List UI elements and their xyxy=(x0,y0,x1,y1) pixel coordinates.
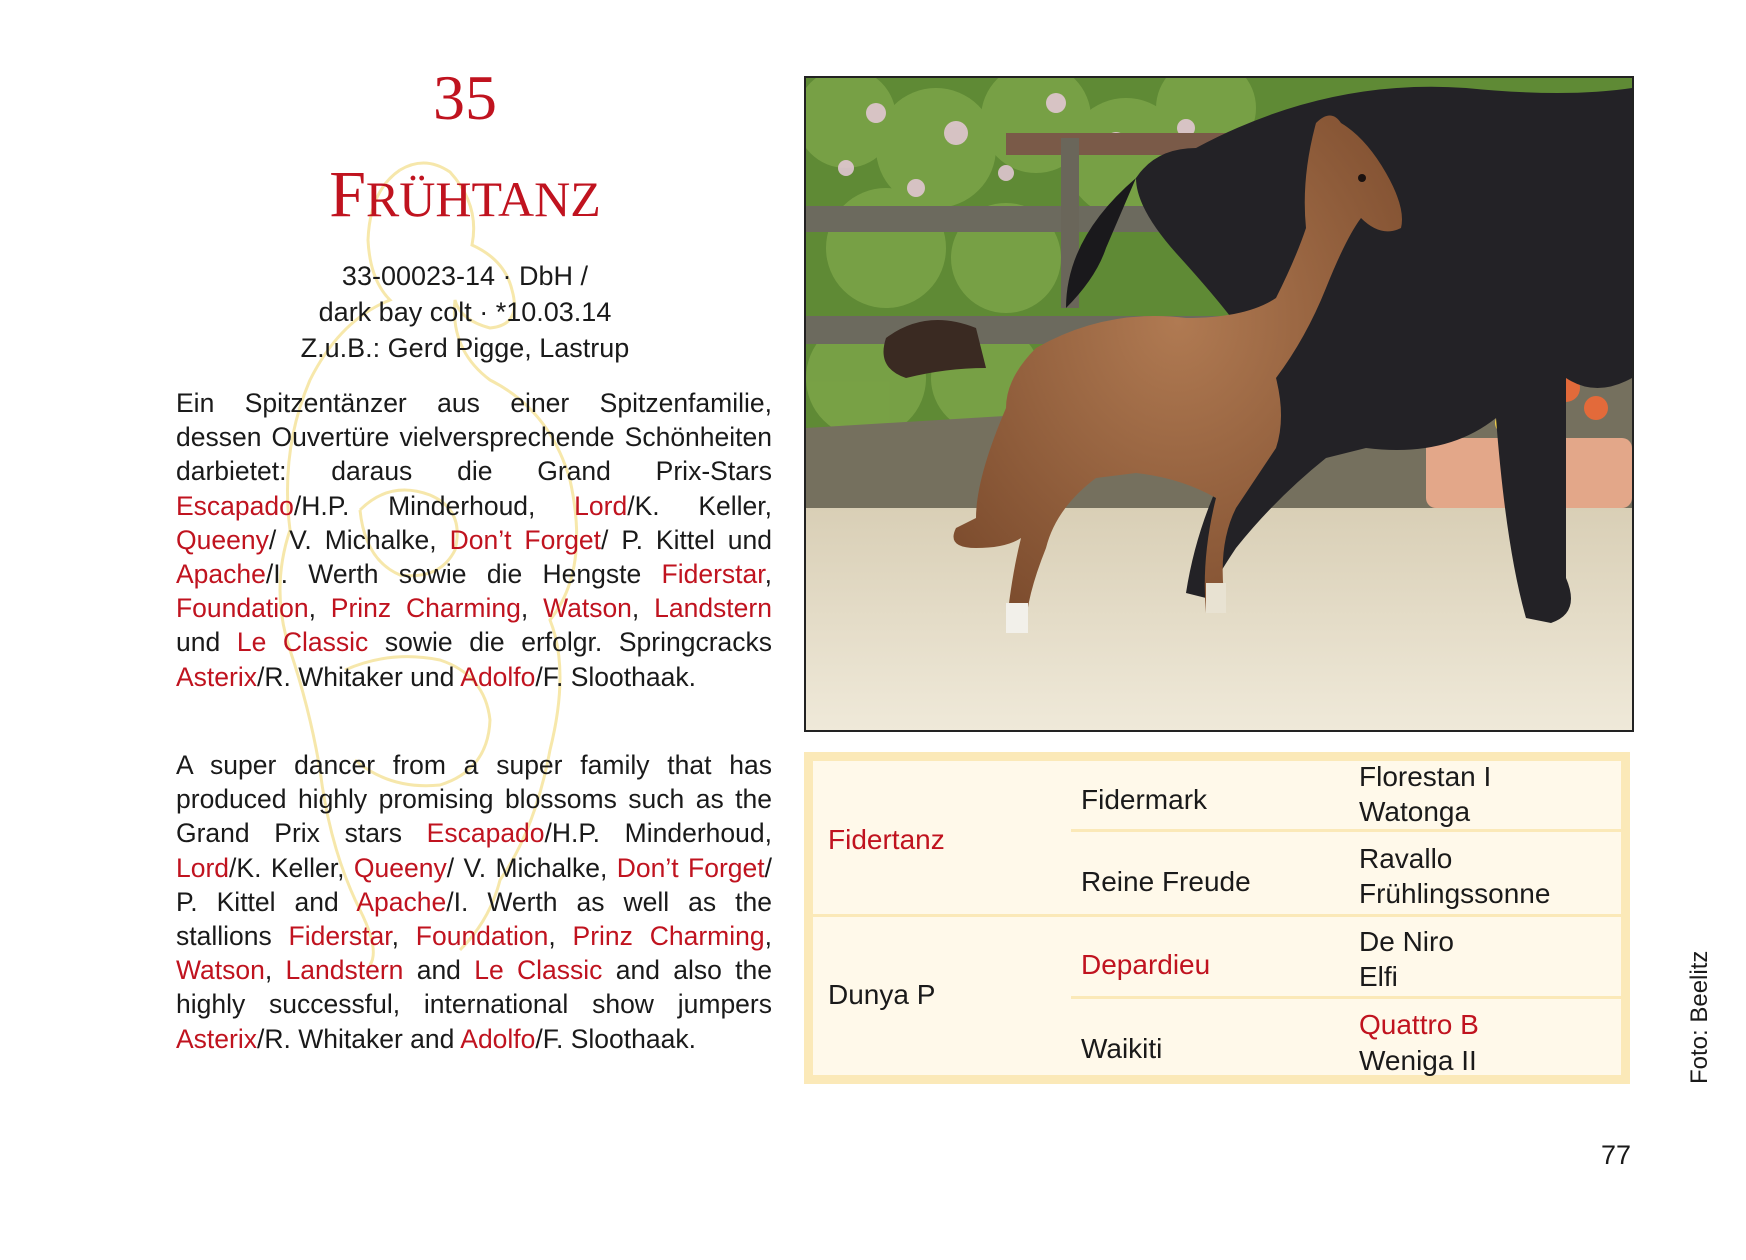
pedigree-ggp-2: Watonga xyxy=(1359,796,1471,827)
pedigree-table xyxy=(804,752,1630,1084)
description-text: /I. Werth as well as the stallions xyxy=(176,886,773,952)
highlighted-name: Apache xyxy=(176,559,266,590)
highlighted-name: Lord xyxy=(176,852,230,883)
description-text: /H.P. Minderhoud, xyxy=(293,490,575,521)
pedigree-sire: Fidertanz xyxy=(828,824,945,855)
horse-name-initial: F xyxy=(329,158,366,231)
description-text: , xyxy=(631,593,655,624)
pedigree-inner xyxy=(813,761,1621,1075)
pedigree-divider xyxy=(813,914,1621,917)
highlighted-name: Watson xyxy=(176,955,265,986)
description-text: , xyxy=(391,921,416,952)
description-text: / P. Kittel and xyxy=(176,852,772,917)
breeder-line: Z.u.B.: Gerd Pigge, Lastrup xyxy=(300,333,630,363)
description-text: /F. Sloothaak. xyxy=(535,1023,696,1054)
description-text: , xyxy=(548,921,573,952)
description-text: , xyxy=(520,593,544,624)
highlighted-name: Landstern xyxy=(654,593,772,624)
description-text: /R. Whitaker and xyxy=(257,1023,461,1054)
highlighted-name: Queeny xyxy=(353,852,447,883)
highlighted-name: Apache xyxy=(356,886,447,917)
pedigree-sire-sire: Fidermark xyxy=(1081,784,1208,815)
highlighted-name: Foundation xyxy=(415,921,549,952)
registration-line: 33-00023-14 · DbH / xyxy=(341,261,589,291)
pedigree-ggp-3: Ravallo xyxy=(1359,843,1453,874)
pedigree-dam-dam: Waikiti xyxy=(1081,1033,1163,1064)
description-text: /R. Whitaker und xyxy=(257,661,461,692)
pedigree-ggp-6: Elfi xyxy=(1359,961,1398,992)
description-text: , xyxy=(308,593,331,624)
pedigree-sire-dam: Reine Freude xyxy=(1081,866,1251,897)
highlighted-name: Asterix xyxy=(176,661,257,692)
pedigree-divider xyxy=(1071,829,1621,832)
description-text: , xyxy=(764,921,772,952)
photo-credit: Foto: Beelitz xyxy=(1686,950,1713,1084)
page-number: 77 xyxy=(1601,1140,1632,1170)
highlighted-name: Escapado xyxy=(426,818,545,849)
highlighted-name: Fiderstar xyxy=(661,559,765,590)
pedigree-ggp-4: Frühlingssonne xyxy=(1359,878,1551,909)
description-text: / P. Kittel und xyxy=(601,524,772,555)
description-text: /F. Sloothaak. xyxy=(535,661,696,692)
description-text: und xyxy=(176,627,237,658)
description-text: A super dancer from a super family that has produced highly promising blossoms such as the Grand Prix stars xyxy=(176,750,772,849)
description-text: / V. Michalke, xyxy=(268,524,450,555)
description-text: sowie die erfolgr. Springcracks xyxy=(368,627,773,658)
highlighted-name: Fiderstar xyxy=(288,921,392,952)
description-german xyxy=(176,386,772,694)
pedigree-divider xyxy=(1071,996,1621,999)
description-text: /K. Keller, xyxy=(627,490,772,521)
description-text: /I. Werth sowie die Hengste xyxy=(265,559,662,590)
color-birth-line: dark bay colt · *10.03.14 xyxy=(318,297,612,327)
horse-name xyxy=(0,158,930,231)
highlighted-name: Asterix xyxy=(176,1023,257,1054)
description-text: and also the highly successful, international show jumpers xyxy=(176,955,772,1020)
lot-number: 35 xyxy=(433,62,497,133)
pedigree-ggp-1: Florestan I xyxy=(1359,761,1492,792)
highlighted-name: Adolfo xyxy=(460,1023,536,1054)
description-text: /K. Keller, xyxy=(229,852,354,883)
highlighted-name: Queeny xyxy=(176,524,269,555)
highlighted-name: Escapado xyxy=(176,490,294,521)
highlighted-name: Lord xyxy=(574,490,628,521)
highlighted-name: Don’t Forget xyxy=(616,852,765,883)
description-text: Ein Spitzentänzer aus einer Spitzenfamilie, dessen Ouvertüre vielversprechende Schönheiten darbietet: daraus die Grand Prix-Stars xyxy=(176,388,772,487)
highlighted-name: Landstern xyxy=(285,955,404,986)
description-text: , xyxy=(764,559,772,590)
description-english xyxy=(176,748,772,1056)
pedigree-ggp-8: Weniga II xyxy=(1359,1045,1477,1076)
description-text: / V. Michalke, xyxy=(446,852,617,883)
pedigree-ggp-5: De Niro xyxy=(1359,926,1454,957)
highlighted-name: Foundation xyxy=(176,593,309,624)
pedigree-dam-sire: Depardieu xyxy=(1081,949,1211,980)
highlighted-name: Prinz Charming xyxy=(330,593,521,624)
highlighted-name: Le Classic xyxy=(236,627,369,658)
description-text: and xyxy=(403,955,475,986)
highlighted-name: Watson xyxy=(543,593,632,624)
highlighted-name: Don’t Forget xyxy=(449,524,602,555)
highlighted-name: Prinz Charming xyxy=(572,921,765,952)
pedigree-dam: Dunya P xyxy=(828,979,936,1010)
description-text: , xyxy=(264,955,286,986)
horse-meta xyxy=(0,258,930,366)
foal-and-mare-image xyxy=(806,78,1632,730)
description-text: /H.P. Minderhoud, xyxy=(544,818,772,849)
highlighted-name: Le Classic xyxy=(474,955,603,986)
horse-name-rest: RÜHTANZ xyxy=(365,171,601,227)
highlighted-name: Adolfo xyxy=(460,661,536,692)
foal-photo xyxy=(804,76,1634,732)
pedigree-ggp-7: Quattro B xyxy=(1359,1009,1479,1040)
